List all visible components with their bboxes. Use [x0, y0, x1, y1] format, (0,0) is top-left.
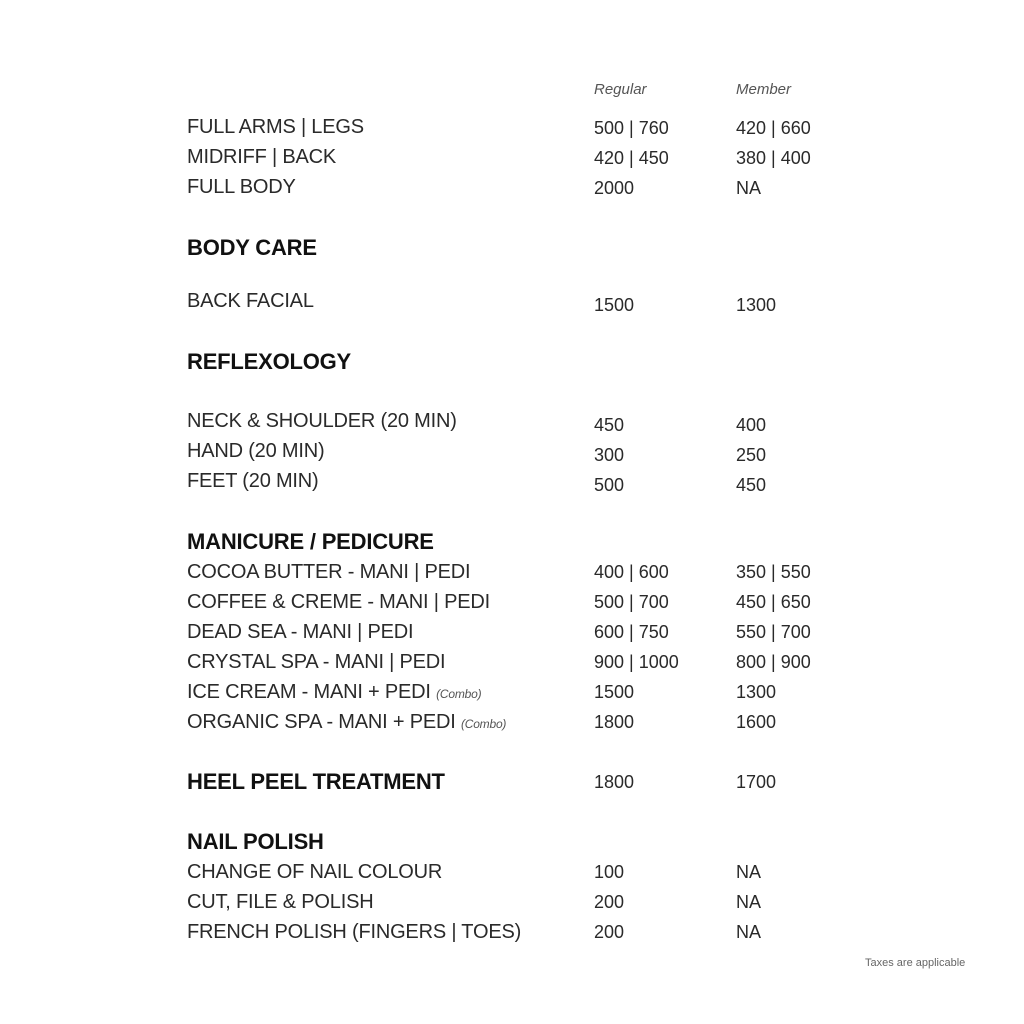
price-member: 380 | 400	[736, 148, 811, 168]
price-regular: 900 | 1000	[594, 652, 679, 672]
price-member: 1600	[736, 712, 777, 732]
price-member: NA	[736, 862, 762, 882]
price-regular: 500 | 760	[594, 118, 669, 138]
price-member: 350 | 550	[736, 562, 811, 582]
item-name: CRYSTAL SPA - MANI | PEDI	[187, 651, 446, 673]
combo-note: (Combo)	[460, 717, 507, 731]
item-name: FULL ARMS | LEGS	[187, 116, 364, 138]
item-name: MIDRIFF | BACK	[187, 146, 337, 168]
price-member: NA	[736, 892, 762, 912]
price-regular: 600 | 750	[594, 622, 669, 642]
price-regular: 420 | 450	[594, 148, 669, 168]
column-header-regular: Regular	[594, 81, 647, 98]
item-name: DEAD SEA - MANI | PEDI	[187, 621, 414, 643]
item-name: FRENCH POLISH (FINGERS | TOES)	[187, 921, 522, 943]
price-regular: 100	[594, 862, 625, 882]
price-member: 400	[736, 415, 767, 435]
price-regular: 200	[594, 892, 625, 912]
price-regular: 1800	[594, 712, 635, 732]
item-name: COFFEE & CREME - MANI | PEDI	[187, 591, 490, 613]
price-regular: 450	[594, 415, 625, 435]
price-regular: 1800	[594, 772, 635, 792]
price-member: NA	[736, 922, 762, 942]
item-name-with-note	[187, 681, 481, 704]
item-name: FEET (20 MIN)	[187, 470, 319, 492]
price-regular: 1500	[594, 295, 635, 315]
price-member: 1300	[736, 682, 777, 702]
item-name: CHANGE OF NAIL COLOUR	[187, 861, 443, 883]
price-regular: 400 | 600	[594, 562, 669, 582]
price-member: 450	[736, 475, 767, 495]
price-member: 420 | 660	[736, 118, 811, 138]
taxes-note: Taxes are applicable	[865, 957, 966, 969]
price-member: 800 | 900	[736, 652, 811, 672]
item-name: FULL BODY	[187, 176, 296, 198]
item-name-with-note	[187, 711, 506, 734]
price-member: 250	[736, 445, 767, 465]
price-regular: 1500	[594, 682, 635, 702]
section-title-heel-peel: HEEL PEEL TREATMENT	[187, 769, 445, 794]
price-member: 550 | 700	[736, 622, 811, 642]
price-regular: 200	[594, 922, 625, 942]
section-title-manicure-pedicure: MANICURE / PEDICURE	[187, 529, 434, 554]
price-regular: 300	[594, 445, 625, 465]
section-title-reflexology: REFLEXOLOGY	[187, 349, 352, 374]
price-member: 1300	[736, 295, 777, 315]
price-regular: 500 | 700	[594, 592, 669, 612]
column-header-member: Member	[736, 81, 792, 98]
price-member: 1700	[736, 772, 777, 792]
item-name: NECK & SHOULDER (20 MIN)	[187, 410, 457, 432]
section-title-nail-polish: NAIL POLISH	[187, 829, 324, 854]
price-member: 450 | 650	[736, 592, 811, 612]
item-name: HAND (20 MIN)	[187, 440, 325, 462]
section-title-body-care: BODY CARE	[187, 235, 317, 260]
item-name: ICE CREAM - MANI + PEDI	[187, 681, 431, 703]
item-name: BACK FACIAL	[187, 290, 314, 312]
price-regular: 500	[594, 475, 625, 495]
price-member: NA	[736, 178, 762, 198]
combo-note: (Combo)	[436, 687, 482, 701]
price-regular: 2000	[594, 178, 635, 198]
item-name: COCOA BUTTER - MANI | PEDI	[187, 561, 471, 583]
item-name: ORGANIC SPA - MANI + PEDI	[187, 711, 456, 733]
item-name: CUT, FILE & POLISH	[187, 891, 374, 913]
